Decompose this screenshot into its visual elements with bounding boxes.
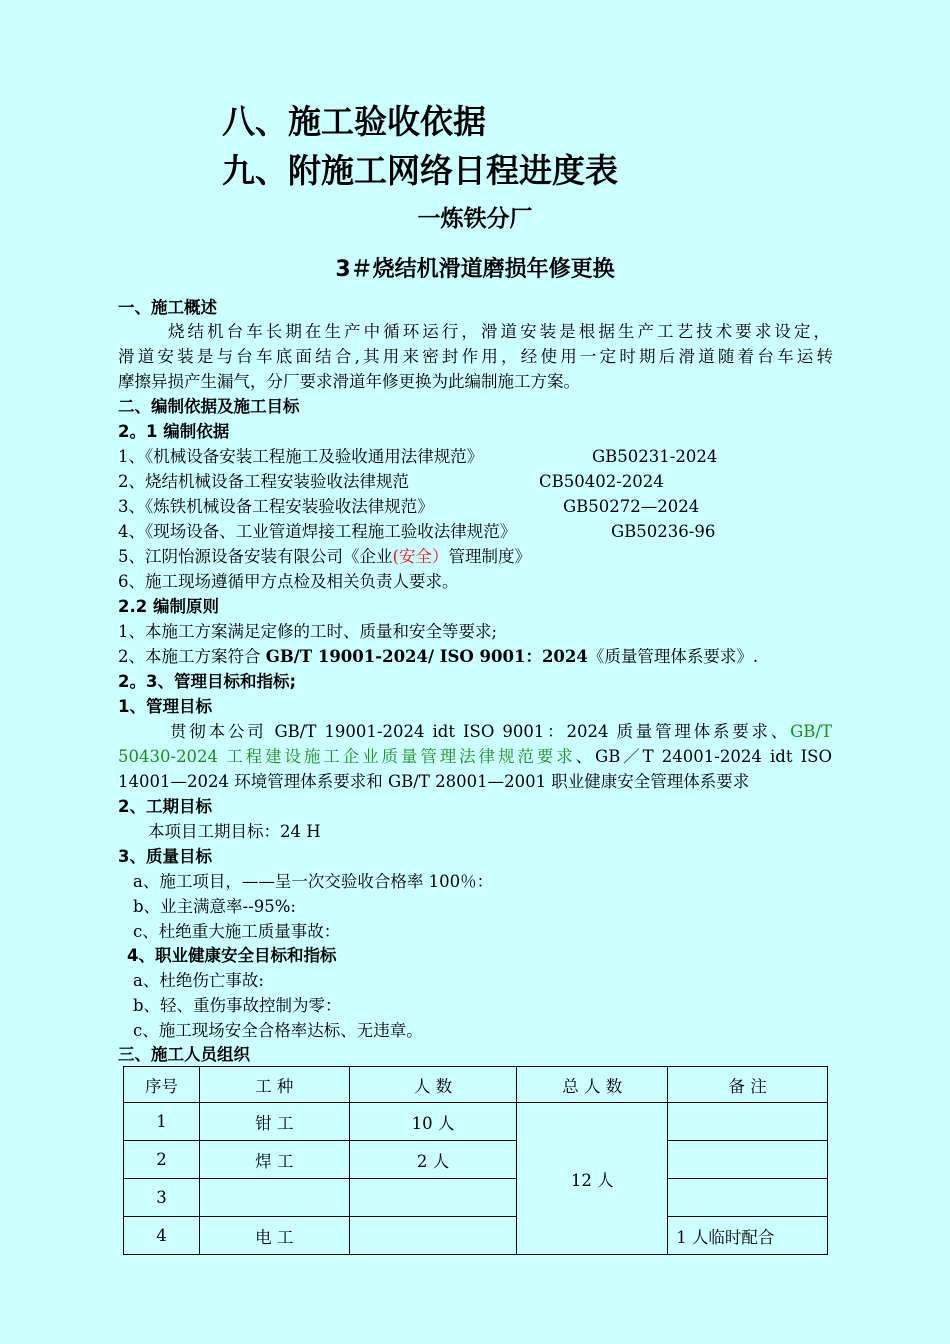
document-title: 3＃烧结机滑道磨损年修更换 — [335, 257, 615, 282]
section-2-3-title: 2。3、管理目标和指标; — [118, 672, 297, 691]
table-header-row — [124, 1067, 828, 1103]
column-header: 序号 — [124, 1067, 200, 1103]
reference-5-text-b: 管理制度》 — [448, 547, 531, 566]
management-goal-highlight: GB/T — [790, 722, 832, 741]
remark — [668, 1103, 828, 1141]
row-number: 2 — [124, 1141, 200, 1179]
principle-1: 1、本施工方案满足定修的工时、质量和安全等要求; — [118, 622, 498, 641]
section-2-1-title: 2。1 编制依据 — [118, 422, 230, 441]
reference-item — [118, 470, 833, 494]
table-row — [124, 1141, 828, 1179]
schedule-goal-title: 2、工期目标 — [118, 797, 212, 816]
worker-count: 10 人 — [349, 1103, 517, 1141]
reference-code: GB50231-2024 — [592, 447, 718, 466]
quality-goal-title: 3、质量目标 — [118, 847, 212, 866]
worker-count — [349, 1179, 517, 1217]
column-header: 总 人 数 — [517, 1067, 668, 1103]
quality-goal-b: b、业主满意率--95%: — [133, 897, 296, 916]
staff-table — [123, 1066, 828, 1255]
reference-name: 2、烧结机械设备工程安装验收法律规范 — [118, 472, 409, 491]
overview-line-1: 烧结机台车长期在生产中循环运行，滑道安装是根据生产工艺技术要求设定， — [168, 322, 830, 341]
table-row — [124, 1217, 828, 1255]
management-goal-text: 、GB／T 24001-2024 idt ISO — [575, 747, 832, 766]
safety-goal-b: b、轻、重伤事故控制为零： — [133, 996, 342, 1015]
remark — [668, 1179, 828, 1217]
total-count: 12 人 — [517, 1103, 668, 1255]
reference-code: CB50402-2024 — [539, 472, 664, 491]
principle-2-standard: GB/T 19001-2024/ ISO 9001：2024 — [265, 647, 588, 666]
reference-item-6: 6、施工现场遵循甲方点检及相关负责人要求。 — [118, 572, 459, 591]
quality-goal-a: a、施工项目，——呈一次交验收合格率 100％： — [133, 872, 494, 891]
reference-name: 4、《现场设备、工业管道焊接工程施工验收法律规范》 — [118, 522, 517, 541]
principle-2-text-b: 《质量管理体系要求》. — [587, 647, 759, 666]
section-2-2-title: 2.2 编制原则 — [118, 597, 219, 616]
safety-goal-title: 4、职业健康安全目标和指标 — [127, 946, 337, 965]
reference-item — [118, 445, 833, 469]
schedule-goal-text: 本项目工期目标：24 H — [148, 822, 321, 841]
management-goal-title: 1、管理目标 — [118, 697, 212, 716]
reference-code: GB50236-96 — [611, 522, 716, 541]
quality-goal-c: c、杜绝重大施工质量事故： — [133, 922, 341, 941]
management-goal-line-2 — [118, 745, 832, 769]
reference-item — [118, 495, 833, 519]
safety-goal-a: a、杜绝伤亡事故: — [133, 971, 264, 990]
heading-section-8: 八、施工验收依据 — [222, 102, 486, 141]
principle-2-text-a: 2、本施工方案符合 — [118, 647, 266, 666]
document-subtitle: 一炼铁分厂 — [417, 206, 533, 232]
reference-item-5 — [118, 545, 833, 569]
management-goal-text: 贯彻本公司 GB/T 19001-2024 idt ISO 9001：2024 质量管理体系要求、 — [170, 722, 791, 741]
remark — [668, 1141, 828, 1179]
section-3-title: 三、施工人员组织 — [118, 1045, 250, 1064]
overview-line-3: 摩擦异损产生漏气，分厂要求滑道年修更换为此编制施工方案。 — [118, 372, 580, 391]
column-header: 人 数 — [349, 1067, 517, 1103]
heading-section-9: 九、附施工网络日程进度表 — [222, 151, 618, 190]
reference-5-text-a: 5、江阴怡源设备安装有限公司《企业 — [118, 547, 393, 566]
worker-count: 2 人 — [349, 1141, 517, 1179]
table-row — [124, 1103, 828, 1141]
management-goal-line-3: 14001—2024 环境管理体系要求和 GB/T 28001—2001 职业健康安全管理体系要求 — [118, 772, 750, 791]
row-number: 4 — [124, 1217, 200, 1255]
reference-5-highlight: (安全） — [392, 547, 449, 566]
management-goal-line-1 — [170, 720, 832, 744]
reference-code: GB50272—2024 — [563, 497, 700, 516]
remark: 1 人临时配合 — [668, 1217, 828, 1255]
overview-line-2: 滑道安装是与台车底面结合,其用来密封作用，经使用一定时期后滑道随着台车运转 — [118, 347, 833, 366]
column-header: 工 种 — [199, 1067, 349, 1103]
reference-name: 1、《机械设备安装工程施工及验收通用法律规范》 — [118, 447, 484, 466]
work-type: 焊 工 — [199, 1141, 349, 1179]
section-2-title: 二、编制依据及施工目标 — [118, 397, 300, 416]
section-1-title: 一、施工概述 — [118, 298, 217, 317]
reference-name: 3、《炼铁机械设备工程安装验收法律规范》 — [118, 497, 434, 516]
safety-goal-c: c、施工现场安全合格率达标、无违章。 — [133, 1021, 423, 1040]
work-type — [199, 1179, 349, 1217]
row-number: 3 — [124, 1179, 200, 1217]
work-type: 钳 工 — [199, 1103, 349, 1141]
work-type: 电 工 — [199, 1217, 349, 1255]
column-header: 备 注 — [668, 1067, 828, 1103]
principle-2 — [118, 645, 833, 669]
table-row — [124, 1179, 828, 1217]
management-goal-highlight: 50430-2024 工程建设施工企业质量管理法律规范要求 — [118, 747, 576, 766]
worker-count — [349, 1217, 517, 1255]
row-number: 1 — [124, 1103, 200, 1141]
reference-item — [118, 520, 833, 544]
